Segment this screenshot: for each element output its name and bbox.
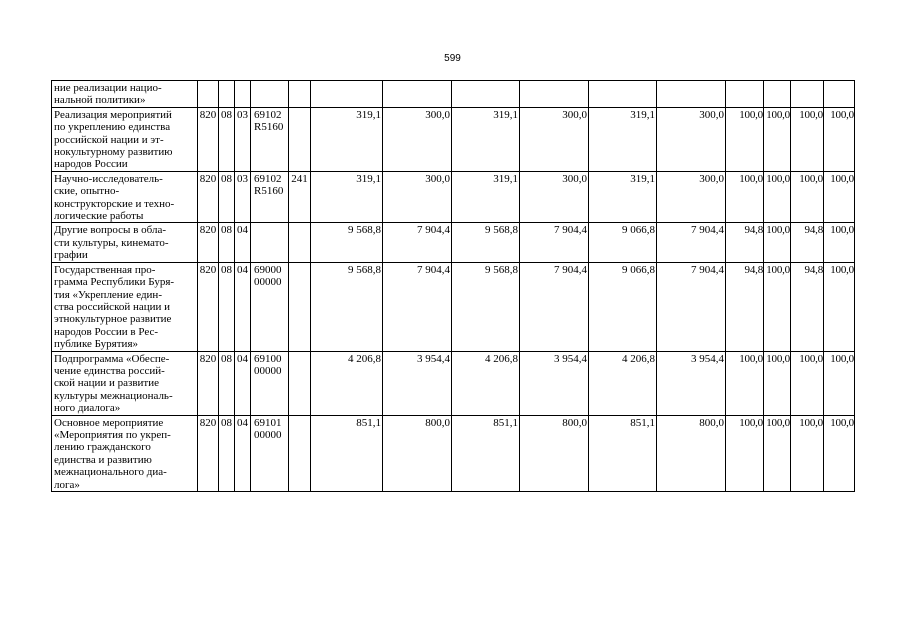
- row-name-line: культуры межнациональ-: [54, 389, 173, 402]
- amount-cell: 319,1: [452, 107, 520, 171]
- row-name-line: лога»: [54, 478, 80, 491]
- amount-cell: 319,1: [311, 171, 383, 223]
- row-name-line: чение единства россий-: [54, 364, 165, 377]
- amount-cell: [520, 81, 589, 108]
- page-number: 599: [444, 53, 461, 64]
- target-article-code: [251, 351, 289, 415]
- expense-type-code: 241: [289, 171, 311, 223]
- amount-cell: 9 568,8: [311, 262, 383, 351]
- ministry-code: 820: [198, 415, 219, 491]
- amount-cell: 4 206,8: [452, 351, 520, 415]
- section-code: 08: [219, 171, 235, 223]
- row-name: [52, 171, 198, 223]
- row-name-line: грамма Республики Буря-: [54, 276, 175, 289]
- amount-cell: [452, 81, 520, 108]
- target-article-code-line: R5160: [254, 185, 284, 198]
- target-article-code: [251, 107, 289, 171]
- target-article-code: [251, 415, 289, 491]
- amount-cell: 4 206,8: [311, 351, 383, 415]
- target-article-code-line: 69102: [254, 172, 282, 185]
- percent-cell: 100,0: [726, 415, 764, 491]
- amount-cell: 3 954,4: [520, 351, 589, 415]
- target-article-code-line: 69100: [254, 352, 282, 365]
- subsection-code: 03: [235, 107, 251, 171]
- percent-cell: 100,0: [791, 107, 824, 171]
- row-name-line: Научно-исследователь-: [54, 172, 163, 185]
- row-name-line: народов России в Рес-: [54, 325, 159, 338]
- ministry-code: [198, 81, 219, 108]
- percent-cell: 94,8: [726, 262, 764, 351]
- amount-cell: 300,0: [520, 171, 589, 223]
- percent-cell: 100,0: [824, 351, 855, 415]
- table-row: [52, 81, 855, 108]
- target-article-code-line: [254, 82, 287, 94]
- row-name-line: Другие вопросы в обла-: [54, 224, 166, 237]
- row-name: [52, 262, 198, 351]
- row-name: [52, 415, 198, 491]
- row-name-line: ские, опытно-: [54, 185, 120, 198]
- target-article-code: [251, 171, 289, 223]
- row-name-line: этнокультурное развитие: [54, 313, 172, 326]
- amount-cell: 851,1: [589, 415, 657, 491]
- table-row: [52, 415, 855, 491]
- subsection-code: 04: [235, 262, 251, 351]
- amount-cell: [311, 81, 383, 108]
- row-name-line: Подпрограмма «Обеспе-: [54, 352, 170, 365]
- percent-cell: 100,0: [764, 415, 791, 491]
- row-name-line: конструкторские и техно-: [54, 197, 175, 210]
- section-code: 08: [219, 107, 235, 171]
- amount-cell: 9 568,8: [311, 223, 383, 262]
- section-code: 08: [219, 262, 235, 351]
- row-name-line: тия «Укрепление един-: [54, 288, 162, 301]
- table-row: [52, 171, 855, 223]
- target-article-code-line: 00000: [254, 428, 282, 441]
- row-name-line: единства и развитию: [54, 453, 152, 466]
- row-name-line: сти культуры, кинемато-: [54, 236, 169, 249]
- ministry-code: 820: [198, 171, 219, 223]
- amount-cell: 300,0: [383, 107, 452, 171]
- row-name-line: нальной политики»: [54, 94, 146, 107]
- percent-cell: 100,0: [791, 351, 824, 415]
- table-row: [52, 107, 855, 171]
- subsection-code: 04: [235, 415, 251, 491]
- amount-cell: 3 954,4: [383, 351, 452, 415]
- amount-cell: 800,0: [657, 415, 726, 491]
- target-article-code-line: 69102: [254, 108, 282, 121]
- subsection-code: 03: [235, 171, 251, 223]
- ministry-code: 820: [198, 223, 219, 262]
- amount-cell: 7 904,4: [657, 262, 726, 351]
- percent-cell: [824, 81, 855, 108]
- row-name-line: Реализация мероприятий: [54, 108, 172, 121]
- row-name: [52, 107, 198, 171]
- percent-cell: 100,0: [726, 351, 764, 415]
- row-name-line: публике Бурятия»: [54, 338, 138, 351]
- amount-cell: 9 066,8: [589, 262, 657, 351]
- table-row: [52, 351, 855, 415]
- target-article-code-line: [254, 237, 287, 249]
- amount-cell: 7 904,4: [520, 223, 589, 262]
- amount-cell: 4 206,8: [589, 351, 657, 415]
- amount-cell: 9 568,8: [452, 262, 520, 351]
- expense-type-code: [289, 81, 311, 108]
- amount-cell: 7 904,4: [383, 223, 452, 262]
- row-name-line: ного диалога»: [54, 402, 121, 415]
- percent-cell: 100,0: [726, 107, 764, 171]
- row-name-line: народов России: [54, 158, 128, 171]
- row-name-line: ние реализации нацио-: [54, 82, 162, 94]
- target-article-code-line: R5160: [254, 121, 284, 134]
- amount-cell: 9 568,8: [452, 223, 520, 262]
- percent-cell: 100,0: [764, 107, 791, 171]
- percent-cell: 100,0: [764, 223, 791, 262]
- percent-cell: 94,8: [791, 223, 824, 262]
- row-name-line: логические работы: [54, 210, 144, 223]
- percent-cell: [791, 81, 824, 108]
- target-article-code-line: 00000: [254, 364, 282, 377]
- section-code: 08: [219, 415, 235, 491]
- percent-cell: 100,0: [824, 262, 855, 351]
- amount-cell: 300,0: [657, 171, 726, 223]
- expense-type-code: [289, 415, 311, 491]
- amount-cell: [383, 81, 452, 108]
- percent-cell: [726, 81, 764, 108]
- subsection-code: 04: [235, 351, 251, 415]
- ministry-code: 820: [198, 262, 219, 351]
- percent-cell: 100,0: [791, 415, 824, 491]
- percent-cell: 94,8: [791, 262, 824, 351]
- percent-cell: 100,0: [764, 262, 791, 351]
- amount-cell: 7 904,4: [657, 223, 726, 262]
- amount-cell: 300,0: [383, 171, 452, 223]
- row-name-line: ства российской нации и: [54, 300, 171, 313]
- table-row: [52, 262, 855, 351]
- row-name-line: ской нации и развитие: [54, 377, 160, 390]
- amount-cell: 3 954,4: [657, 351, 726, 415]
- amount-cell: 319,1: [452, 171, 520, 223]
- percent-cell: 100,0: [824, 171, 855, 223]
- expense-type-code: [289, 107, 311, 171]
- percent-cell: 100,0: [824, 415, 855, 491]
- target-article-code-line: 00000: [254, 276, 282, 289]
- amount-cell: 319,1: [589, 107, 657, 171]
- target-article-code-line: 69101: [254, 416, 282, 429]
- table-row: [52, 223, 855, 262]
- row-name-line: межнационального диа-: [54, 466, 167, 479]
- amount-cell: 851,1: [311, 415, 383, 491]
- target-article-code: [251, 81, 289, 108]
- row-name-line: графии: [54, 249, 88, 262]
- ministry-code: 820: [198, 107, 219, 171]
- amount-cell: 800,0: [383, 415, 452, 491]
- percent-cell: 94,8: [726, 223, 764, 262]
- subsection-code: [235, 81, 251, 108]
- section-code: 08: [219, 223, 235, 262]
- percent-cell: 100,0: [824, 107, 855, 171]
- amount-cell: [657, 81, 726, 108]
- percent-cell: 100,0: [726, 171, 764, 223]
- percent-cell: 100,0: [791, 171, 824, 223]
- percent-cell: 100,0: [824, 223, 855, 262]
- budget-table: [51, 80, 855, 492]
- row-name-line: Основное мероприятие: [54, 416, 164, 429]
- target-article-code: [251, 262, 289, 351]
- amount-cell: 851,1: [452, 415, 520, 491]
- amount-cell: [589, 81, 657, 108]
- percent-cell: [764, 81, 791, 108]
- expense-type-code: [289, 223, 311, 262]
- target-article-code-line: [254, 94, 287, 106]
- row-name: [52, 223, 198, 262]
- row-name: [52, 351, 198, 415]
- row-name: [52, 81, 198, 108]
- amount-cell: 319,1: [311, 107, 383, 171]
- amount-cell: 7 904,4: [520, 262, 589, 351]
- row-name-line: Государственная про-: [54, 263, 156, 276]
- amount-cell: 319,1: [589, 171, 657, 223]
- subsection-code: 04: [235, 223, 251, 262]
- percent-cell: 100,0: [764, 351, 791, 415]
- target-article-code-line: 69000: [254, 263, 282, 276]
- section-code: [219, 81, 235, 108]
- target-article-code-line: [254, 224, 287, 236]
- amount-cell: 300,0: [657, 107, 726, 171]
- amount-cell: 9 066,8: [589, 223, 657, 262]
- target-article-code: [251, 223, 289, 262]
- row-name-line: лению гражданского: [54, 441, 151, 454]
- ministry-code: 820: [198, 351, 219, 415]
- expense-type-code: [289, 351, 311, 415]
- amount-cell: 300,0: [520, 107, 589, 171]
- amount-cell: 7 904,4: [383, 262, 452, 351]
- row-name-line: нокультурному развитию: [54, 146, 173, 159]
- expense-type-code: [289, 262, 311, 351]
- amount-cell: 800,0: [520, 415, 589, 491]
- row-name-line: «Мероприятия по укреп-: [54, 428, 171, 441]
- row-name-line: по укреплению единства: [54, 121, 171, 134]
- section-code: 08: [219, 351, 235, 415]
- percent-cell: 100,0: [764, 171, 791, 223]
- row-name-line: российской нации и эт-: [54, 133, 164, 146]
